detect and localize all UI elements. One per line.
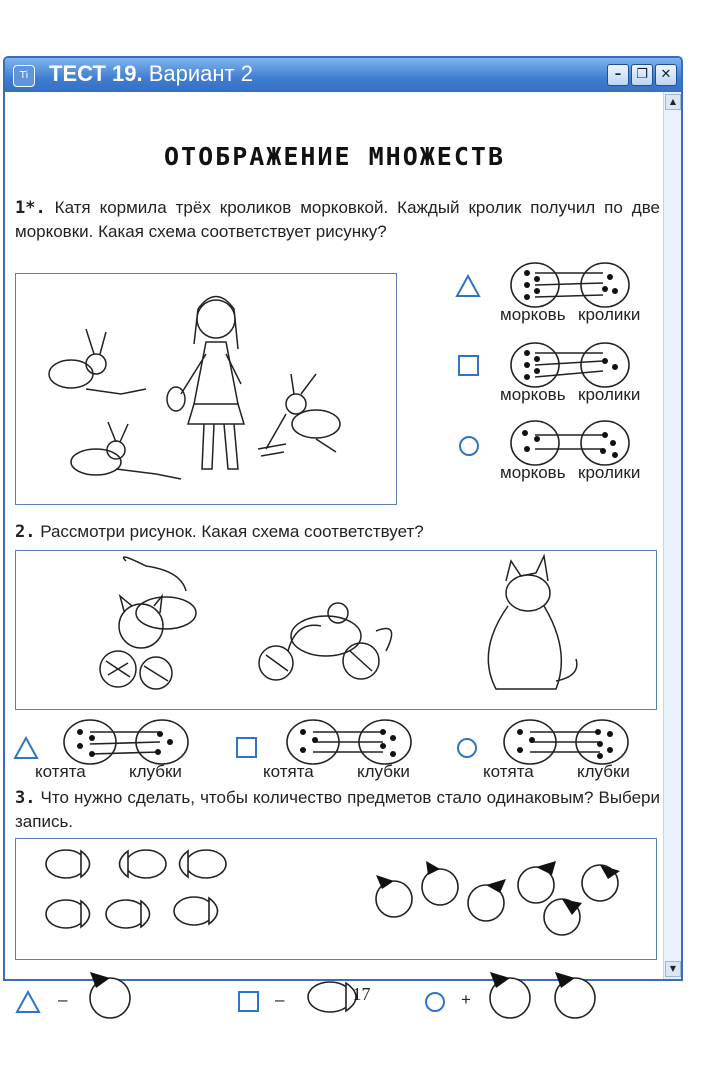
title-bar — [5, 58, 681, 92]
mapping-scheme-icon — [505, 339, 635, 391]
option-left-label: морковь — [500, 463, 566, 482]
restore-button[interactable]: ❐ — [631, 64, 653, 86]
minus-sign: – — [58, 990, 68, 1009]
question-2-picture — [15, 550, 657, 710]
kittens-illustration — [16, 551, 656, 709]
question-1-picture — [15, 273, 397, 505]
mapping-scheme-icon — [60, 716, 192, 768]
option-right-label: клубки — [577, 762, 630, 781]
girl-rabbits-illustration — [16, 274, 396, 504]
option-right-label: клубки — [357, 762, 410, 781]
option-right-label: кролики — [578, 463, 641, 482]
minus-sign: – — [275, 990, 285, 1009]
circle-option-icon[interactable] — [455, 736, 479, 760]
question-1-text: 1*. Катя кормила трёх кроликов морковкой. Каждый кролик получил по две морковки. Какая схема соответствует рисунку? — [15, 198, 660, 241]
option-left-label: котята — [263, 762, 314, 781]
app-icon: Ti — [13, 65, 35, 87]
question-2-text: 2. Рассмотри рисунок. Какая схема соответствует? — [15, 522, 424, 542]
option-left-label: морковь — [500, 385, 566, 404]
close-button[interactable]: ✕ — [655, 64, 677, 86]
triangle-option-icon[interactable] — [455, 274, 481, 298]
window-title: ТЕСТ 19. Вариант 2 — [49, 61, 253, 86]
mapping-scheme-icon — [500, 716, 632, 768]
option-left-label: котята — [483, 762, 534, 781]
mushrooms-and-apples-illustration — [16, 839, 656, 959]
question-3-text: 3. Что нужно сделать, чтобы количество предметов стало одинаковым? Выбери запись. — [15, 788, 660, 831]
mapping-scheme-icon — [505, 417, 635, 469]
minimize-button[interactable]: – — [607, 64, 629, 86]
square-option-icon[interactable] — [457, 354, 481, 378]
option-right-label: клубки — [129, 762, 182, 781]
option-right-label: кролики — [578, 305, 641, 324]
mapping-scheme-icon — [283, 716, 415, 768]
page-number: 17 — [352, 984, 371, 1004]
page-heading: ОТОБРАЖЕНИЕ МНОЖЕСТВ — [163, 142, 506, 171]
option-left-label: котята — [35, 762, 86, 781]
plus-sign: + — [461, 990, 471, 1009]
option-right-label: кролики — [578, 385, 641, 404]
question-3-picture — [15, 838, 657, 960]
scroll-down-arrow-icon[interactable]: ▼ — [665, 961, 681, 977]
square-option-icon[interactable] — [235, 736, 259, 760]
scroll-up-arrow-icon[interactable]: ▲ — [665, 94, 681, 110]
vertical-scrollbar[interactable] — [663, 92, 681, 979]
triangle-option-icon[interactable] — [13, 736, 39, 760]
mapping-scheme-icon — [505, 259, 635, 311]
circle-option-icon[interactable] — [457, 434, 481, 458]
option-left-label: морковь — [500, 305, 566, 324]
